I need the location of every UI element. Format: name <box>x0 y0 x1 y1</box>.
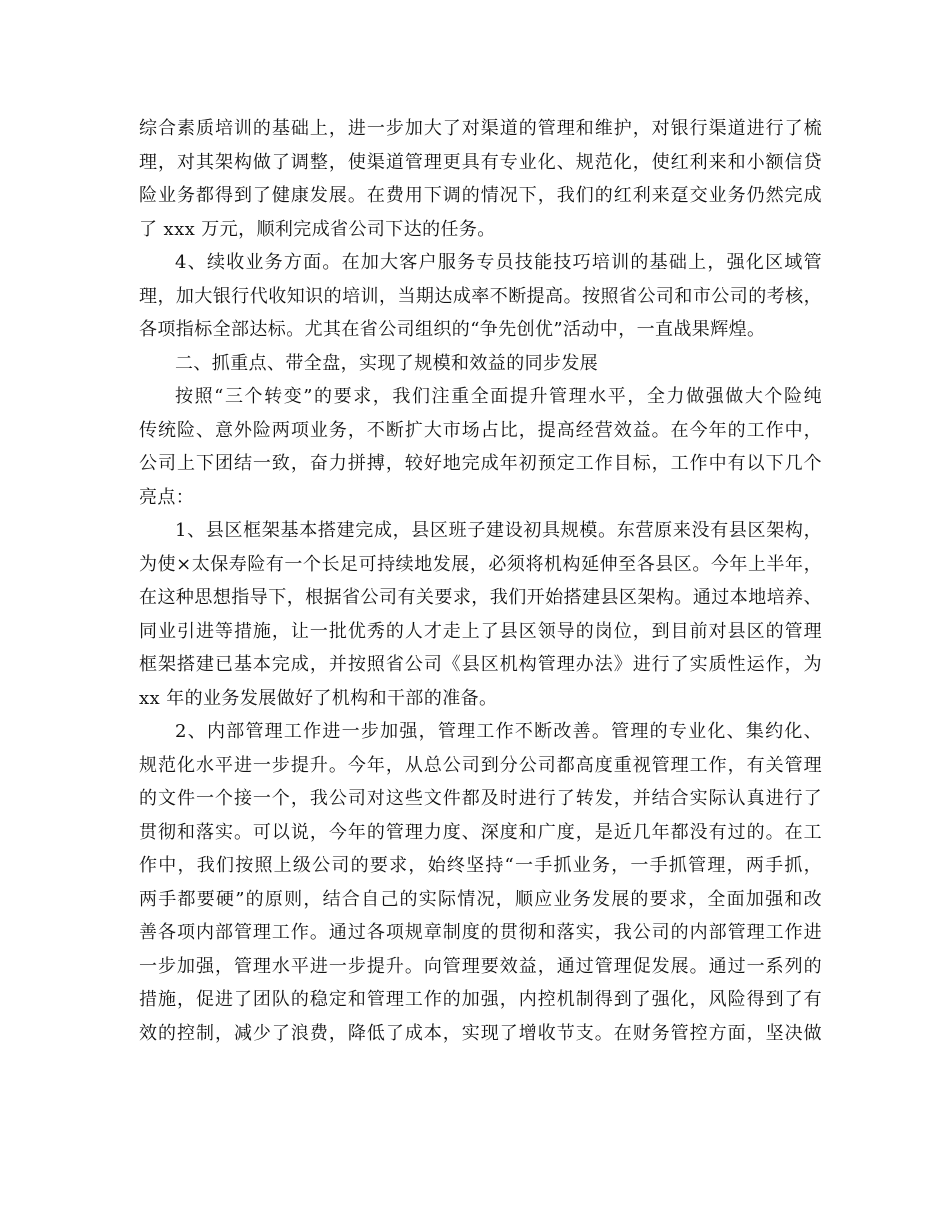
text-line: 效的控制，减少了浪费，降低了成本，实现了增收节支。在财务管控方面，坚决做 <box>139 1022 822 1044</box>
text-line: 贯彻和落实。可以说，今年的管理力度、深度和广度，是近几年都没有过的。在工 <box>139 821 822 843</box>
text-line: 同业引进等措施，让一批优秀的人才走上了县区领导的岗位，到目前对县区的管理 <box>139 620 822 642</box>
text-line: 为使×太保寿险有一个长足可持续地发展，必须将机构延伸至各县区。今年上半年， <box>139 553 822 575</box>
text-line: 善各项内部管理工作。通过各项规章制度的贯彻和落实，我公司的内部管理工作进 <box>139 922 822 943</box>
text-line: 1、县区框架基本搭建完成，县区班子建设初具规模。东营原来没有县区架构， <box>175 520 822 541</box>
text-line: 了 xxx 万元，顺利完成省公司下达的任务。 <box>139 218 496 240</box>
text-line: 理，加大银行代收知识的培训，当期达成率不断提高。按照省公司和市公司的考核， <box>139 285 822 307</box>
text-line: 传统险、意外险两项业务，不断扩大市场占比，提高经营效益。在今年的工作中， <box>139 419 822 441</box>
text-line: 公司上下团结一致，奋力拼搏，较好地完成年初预定工作目标，工作中有以下几个 <box>139 453 822 474</box>
text-line: 框架搭建已基本完成，并按照省公司《县区机构管理办法》进行了实质性运作，为 <box>139 654 822 675</box>
text-line: 理，对其架构做了调整，使渠道管理更具有专业化、规范化，使红利来和小额信贷 <box>139 151 822 173</box>
paragraph <box>139 347 822 381</box>
paragraph <box>139 246 822 347</box>
text-line: 作中，我们按照上级公司的要求，始终坚持“一手抓业务，一手抓管理，两手抓， <box>139 855 822 876</box>
paragraph <box>139 715 822 1050</box>
text-line: 规范化水平进一步提升。今年，从总公司到分公司都高度重视管理工作，有关管理 <box>139 754 822 776</box>
text-line: 各项指标全部达标。尤其在省公司组织的“争先创优”活动中，一直战果辉煌。 <box>139 319 766 340</box>
text-line: 在这种思想指导下，根据省公司有关要求，我们开始搭建县区架构。通过本地培养、 <box>139 587 822 608</box>
text-line: 4、续收业务方面。在加大客户服务专员技能技巧培训的基础上，强化区域管 <box>175 252 822 273</box>
text-line: 措施，促进了团队的稳定和管理工作的加强，内控机制得到了强化，风险得到了有 <box>139 989 822 1010</box>
text-line: 2、内部管理工作进一步加强，管理工作不断改善。管理的专业化、集约化、 <box>175 721 822 742</box>
paragraph <box>139 514 822 715</box>
text-line: 险业务都得到了健康发展。在费用下调的情况下，我们的红利来趸交业务仍然完成 <box>139 185 822 206</box>
text-line: 按照“三个转变”的要求，我们注重全面提升管理水平，全力做强做大个险纯 <box>175 386 822 407</box>
text-line: 二、抓重点、带全盘，实现了规模和效益的同步发展 <box>175 352 599 374</box>
paragraph <box>139 112 822 246</box>
text-line: 的文件一个接一个，我公司对这些文件都及时进行了转发，并结合实际认真进行了 <box>139 788 822 809</box>
text-line: 一步加强，管理水平进一步提升。向管理要效益，通过管理促发展。通过一系列的 <box>139 955 822 977</box>
text-line: 两手都要硬”的原则，结合自己的实际情况，顺应业务发展的要求，全面加强和改 <box>139 888 822 910</box>
text-line: 亮点： <box>139 486 195 508</box>
text-line: xx 年的业务发展做好了机构和干部的准备。 <box>139 687 498 709</box>
paragraph <box>139 380 822 514</box>
text-line: 综合素质培训的基础上，进一步加大了对渠道的管理和维护，对银行渠道进行了梳 <box>139 118 822 139</box>
document-body <box>139 112 822 1050</box>
